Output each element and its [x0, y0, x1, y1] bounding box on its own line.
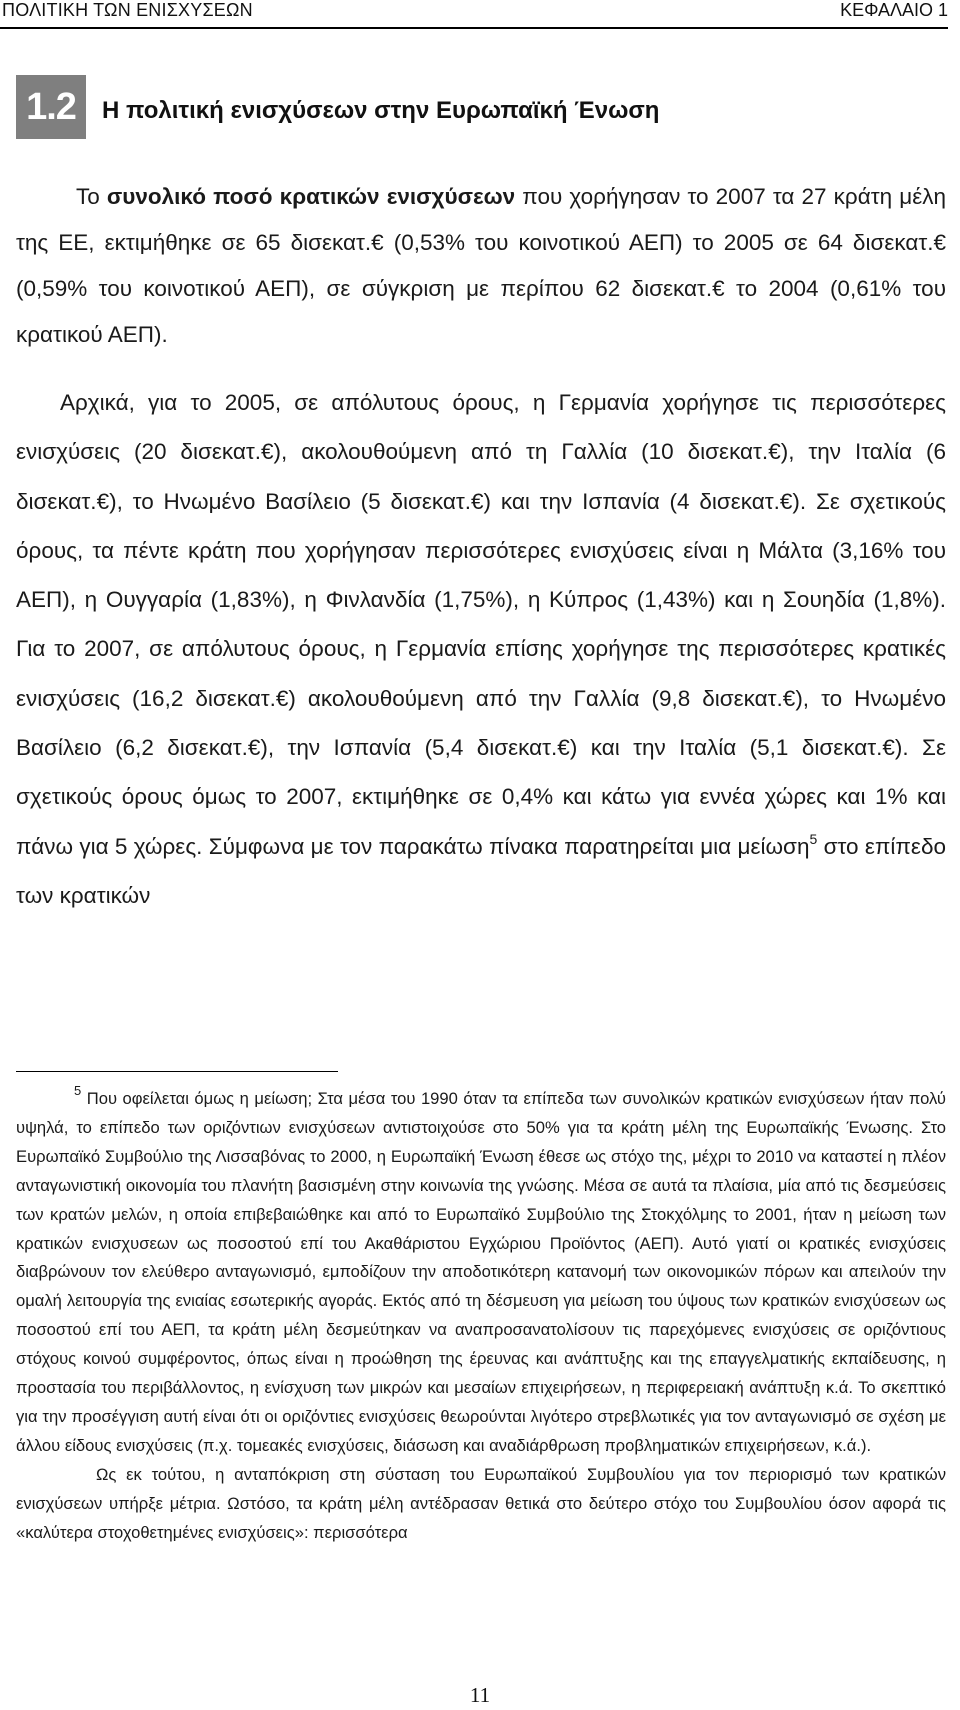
header-rule: [0, 27, 948, 29]
paragraph-1-rest: που χορήγησαν το 2007 τα 27 κράτη μέλη της ΕΕ, εκτιμήθηκε σε 65 δισεκατ.€ (0,53% του κοινοτικού ΑΕΠ) το 2005 σε 64 δισεκατ.€ (0,59% του κοινοτικού ΑΕΠ), σε σύγκριση με περίπου 62 δισεκατ.€ το 2004 (0,61% του κρατικού ΑΕΠ).: [16, 184, 946, 347]
footnote-separator: [16, 1071, 338, 1072]
paragraph-2: [16, 378, 946, 920]
footnote-reference[interactable]: 5: [809, 830, 818, 847]
paragraph-1-bold: συνολικό ποσό κρατικών ενισχύσεων: [106, 184, 516, 209]
footnote-paragraph-2: Ως εκ τούτου, η ανταπόκριση στη σύσταση του Ευρωπαϊκού Συμβουλίου για τον περιορισμό των κρατικών ενισχύσεων υπήρξε μέτρια. Ωστόσο, τα κράτη μέλη αντέδρασαν θετικά στο δεύτερο στόχο του Συμβουλίου όσον αφορά τις «καλύτερα στοχοθετημένες ενισχύσεις»: περισσότερα: [16, 1464, 946, 1542]
section-title: Η πολιτική ενισχύσεων στην Ευρωπαϊκή Ένωση: [102, 97, 660, 124]
footnote-text-1: Που οφείλεται όμως η μείωση; Στα μέσα του 1990 όταν τα επίπεδα των συνολικών κρατικών ενισχύσεων ήταν πολύ υψηλά, το επίπεδο των οριζόντιων ενισχύσεων αντιστοιχούσε στο 50% για τα κράτη μέλη της Ευρωπαϊκής Ένωσης. Στο Ευρωπαϊκό Συμβούλιο της Λισσαβόνας το 2000, η Ευρωπαϊκή Ένωση έθεσε ως στόχο της, μέχρι το 2010 να καταστεί η πλέον ανταγωνιστική οικονομία του πλανήτη βασισμένη στην κοινωνία της γνώσης. Μέσα σε αυτά τα πλαίσια, μία από τις δεσμεύσεις των κρατών μελών, η οποία επιβεβαιώθηκε και από το Ευρωπαϊκό Συμβούλιο της Στοκχόλμης το 2001, ήταν η μείωση των κρατικών ενισχυσεων ως ποσοστού επί του Ακαθάριστου Εγχώριου Προϊόντος (ΑΕΠ). Αυτό γιατί οι κρατικές ενισχύσεις διαβρώνουν τον ελεύθερο ανταγωνισμό, εμποδίζουν την αποδοτικότερη κατανομή των οικονομικών πόρων και απειλούν την ομαλή λειτουργία της ενιαίας εσωτερικής αγοράς. Εκτός από τη δέσμευση για μείωση του ύψους των κρατικών ενισχύσεων ως ποσοστού επί του ΑΕΠ, τα κράτη μέλη δεσμεύτηκαν να αναπροσανατολίσουν τις παρεχόμενες ενισχύσεις σε οριζόντιους στόχους κοινού συμφέροντος, όπως είναι η προώθηση της έρευνας και ανάπτυξης και της επαγγελματικής εκπαίδευσης, η προστασία του περιβάλλοντος, η ενίσχυση των μικρών και μεσαίων επιχειρήσεων, η περιφερειακή ανάπτυξη κ.ά. Το σκεπτικό για την προσέγγιση αυτή είναι ότι οι οριζόντιες ενισχύσεις θεωρούνται λιγότερο στρεβλωτικές για τον ανταγωνισμό σε σχέση με άλλου είδους ενισχύσεις (π.χ. τομεακές ενισχύσεις, διάσωση και αναδιάρθρωση προβληματικών επιχειρήσεων, κ.ά.).: [16, 1089, 946, 1455]
paragraph-2-body: Αρχικά, για το 2005, σε απόλυτους όρους, η Γερμανία χορήγησε τις περισσότερες ενισχύσεις (20 δισεκατ.€), ακολουθούμενη από τη Γαλλία (10 δισεκατ.€), την Ιταλία (6 δισεκατ.€), το Ηνωμένο Βασίλειο (5 δισεκατ.€) και την Ισπανία (4 δισεκατ.€). Σε σχετικούς όρους, τα πέντε κράτη που χορήγησαν περισσότερες ενισχύσεις είναι η Μάλτα (3,16% του ΑΕΠ), η Ουγγαρία (1,83%), η Φινλανδία (1,75%), η Κύπρος (1,43%) και η Σουηδία (1,8%). Για το 2007, σε απόλυτους όρους, η Γερμανία επίσης χορήγησε της περισσότερες κρατικές ενισχύσεις (16,2 δισεκατ.€) ακολουθούμενη από την Γαλλία (9,8 δισεκατ.€), το Ηνωμένο Βασίλειο (6,2 δισεκατ.€), την Ισπανία (5,4 δισεκατ.€) και την Ιταλία (5,1 δισεκατ.€). Σε σχετικούς όρους όμως το 2007, εκτιμήθηκε σε 0,4% και κάτω για εννέα χώρες και 1% και πάνω για 5 χώρες. Σύμφωνα με τον παρακάτω πίνακα παρατηρείται μια μείωση: [16, 390, 946, 859]
running-header: [0, 0, 948, 28]
paragraph-1-text: [16, 174, 946, 358]
footnote: [16, 1085, 946, 1548]
paragraph-1-lead: Το: [76, 184, 107, 209]
section-number: 1.2: [26, 86, 76, 128]
footnote-number: 5: [74, 1083, 82, 1098]
page-number: 11: [469, 1683, 491, 1707]
paragraph-2-text: [16, 378, 946, 920]
header-book-title: ΠΟΛΙΤΙΚΗ ΤΩΝ ΕΝΙΣΧΥΣΕΩΝ: [2, 0, 253, 20]
header-chapter: ΚΕΦΑΛΑΙΟ 1: [840, 0, 948, 20]
footnote-paragraph-1: [16, 1085, 946, 1461]
paragraph-2-tail: στο επίπεδο των κρατικών: [16, 833, 946, 908]
paragraph-1: [16, 174, 946, 358]
